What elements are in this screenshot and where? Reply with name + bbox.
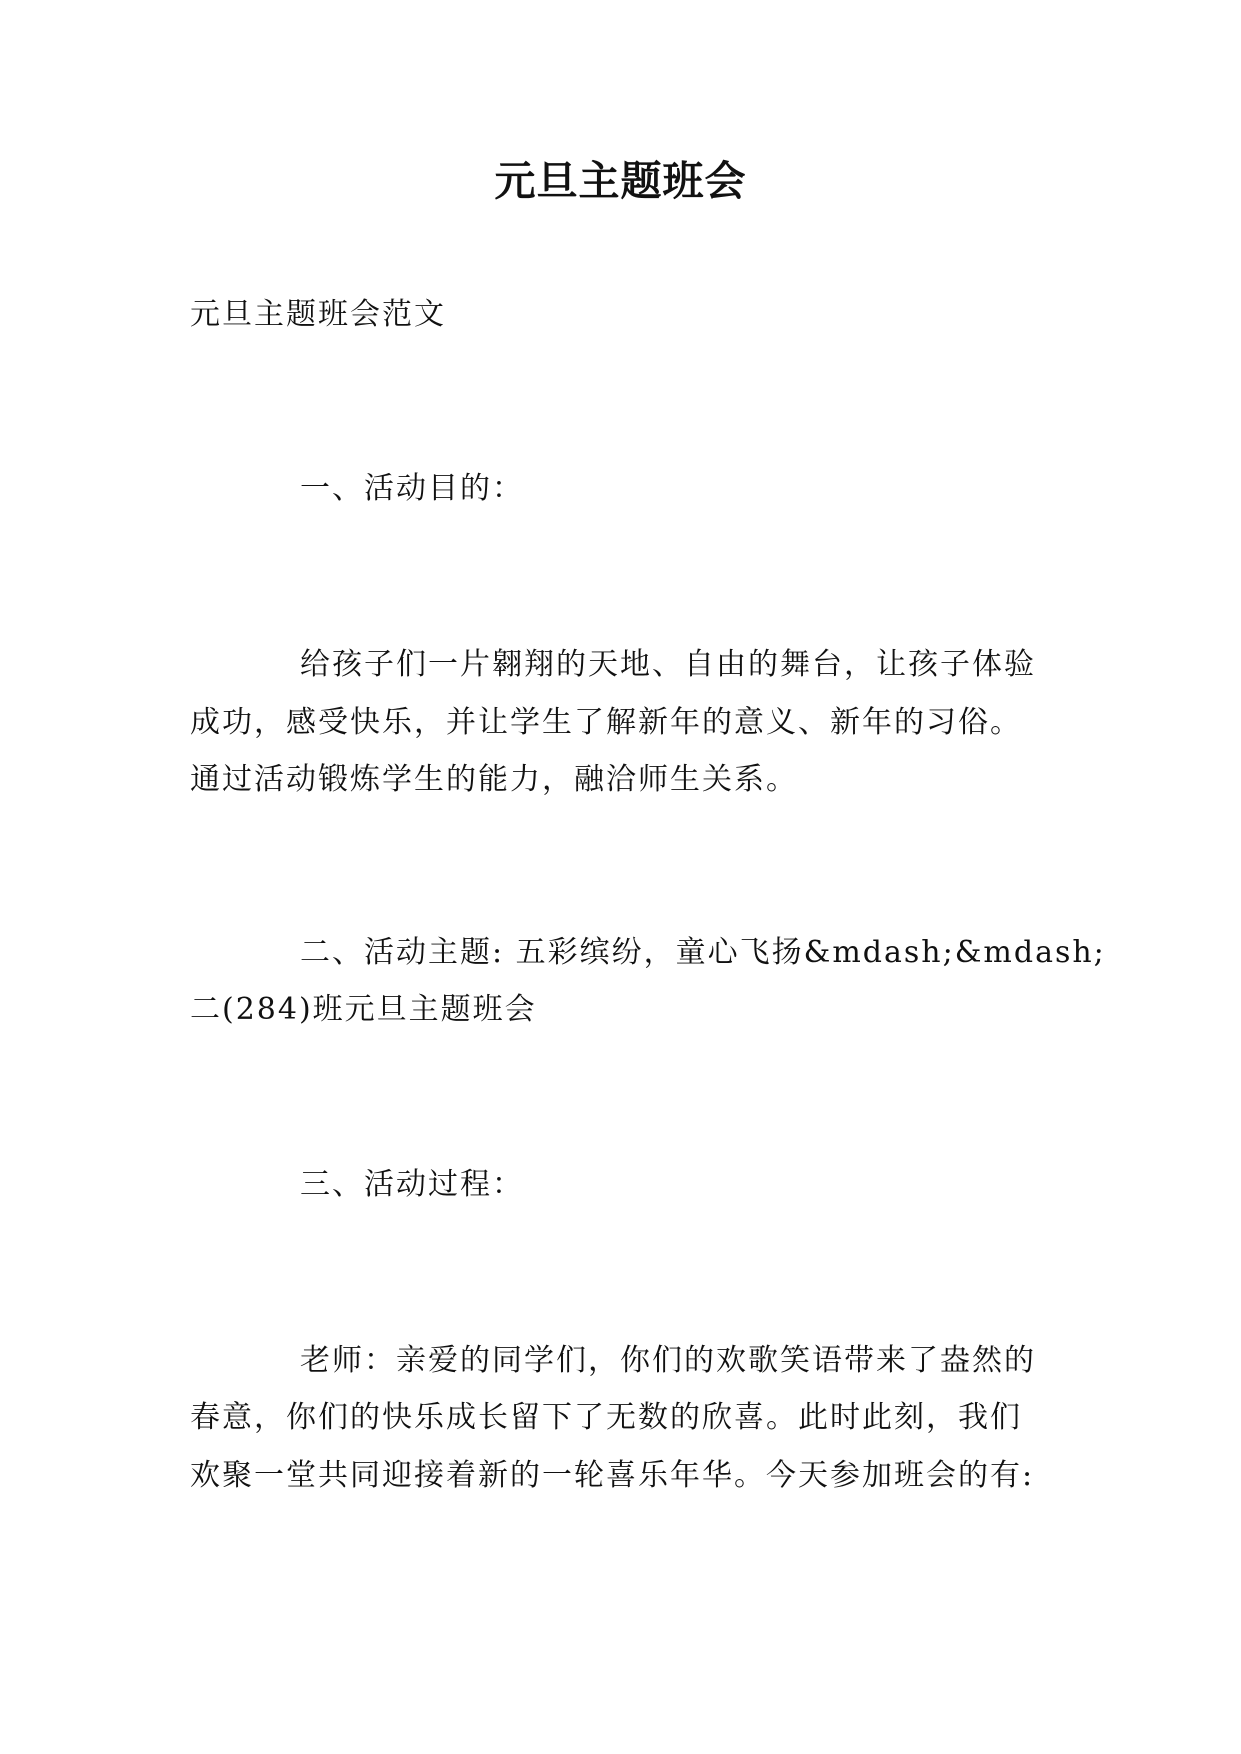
paragraph-line: 给孩子们一片翱翔的天地、自由的舞台，让孩子体验 [300, 647, 1036, 682]
section-heading-process: 三、活动过程： [300, 1167, 524, 1202]
document-title: 元旦主题班会 [494, 157, 747, 205]
paragraph-line: 欢聚一堂共同迎接着新的一轮喜乐年华。今天参加班会的有: [190, 1458, 1035, 1493]
section-heading-purpose: 一、活动目的： [300, 471, 524, 506]
document-subtitle: 元旦主题班会范文 [190, 297, 446, 332]
paragraph-line: 通过活动锻炼学生的能力，融洽师生关系。 [190, 762, 798, 797]
paragraph-line: 老师：亲爱的同学们，你们的欢歌笑语带来了盎然的 [300, 1343, 1036, 1378]
paragraph-line: 成功，感受快乐，并让学生了解新年的意义、新年的习俗。 [190, 705, 1022, 740]
paragraph-line: 二(284)班元旦主题班会 [190, 992, 537, 1027]
section-heading-theme: 二、活动主题: 五彩缤纷，童心飞扬&mdash;&mdash; [300, 935, 1106, 970]
paragraph-line: 春意，你们的快乐成长留下了无数的欣喜。此时此刻，我们 [190, 1400, 1022, 1435]
